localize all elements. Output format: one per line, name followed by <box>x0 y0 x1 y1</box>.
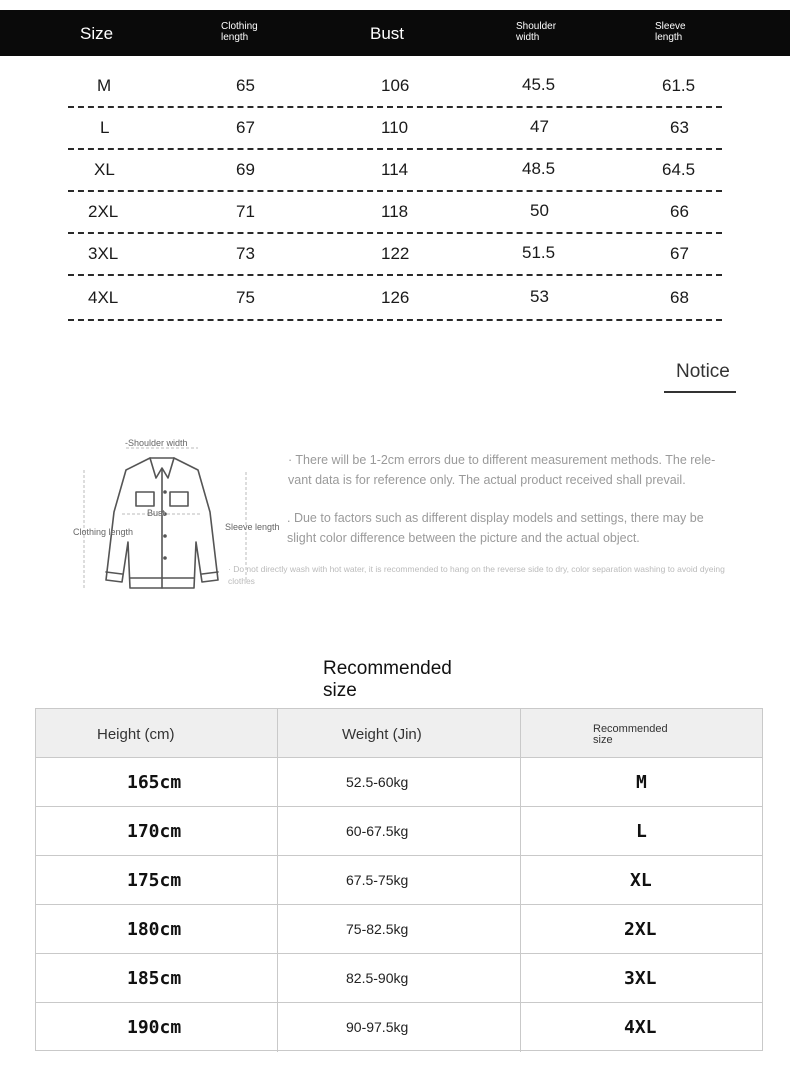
size-cell: 2XL <box>88 202 119 221</box>
header-height: Height (cm) <box>97 726 175 743</box>
recommended-size-table <box>35 708 763 1051</box>
size-value: 4XL <box>624 1017 657 1038</box>
recommended-size-title: Recommended size <box>323 658 452 701</box>
height-value: 175cm <box>127 870 182 891</box>
length-cell: 69 <box>236 160 255 179</box>
weight-cell <box>277 856 520 905</box>
bust-label: Bust <box>147 508 166 518</box>
size-cell: 3XL <box>88 244 119 263</box>
weight-value: 90-97.5kg <box>346 1019 409 1035</box>
bust-cell: 110 <box>381 118 409 137</box>
bust-cell: 118 <box>381 202 409 221</box>
header-recommended-size: Recommended size <box>593 723 668 746</box>
height-value: 170cm <box>127 821 182 842</box>
height-cell <box>36 905 277 954</box>
table-row <box>36 807 762 856</box>
recommended-table-header <box>36 709 762 758</box>
size-cell: XL <box>94 160 115 179</box>
row-divider <box>68 319 722 321</box>
shoulder-cell: 47 <box>530 117 549 136</box>
weight-cell <box>277 758 520 807</box>
size-row <box>0 192 790 234</box>
shoulder-width-label: -Shoulder width <box>125 438 188 448</box>
header-cell <box>277 709 520 758</box>
height-cell <box>36 807 277 856</box>
size-cell: L <box>100 118 110 137</box>
size-cell <box>520 905 762 954</box>
weight-value: 67.5-75kg <box>346 872 409 888</box>
weight-cell <box>277 807 520 856</box>
sleeve-cell: 67 <box>670 244 689 263</box>
notice-wash-note: · Do not directly wash with hot water, it is recommended to hang on the reverse side to dry, color separation washing to avoid dyeing clothes <box>228 564 725 586</box>
length-cell: 71 <box>236 202 255 221</box>
size-row <box>0 66 790 108</box>
weight-value: 75-82.5kg <box>346 921 409 937</box>
bust-cell: 106 <box>381 76 410 95</box>
size-cell <box>520 758 762 807</box>
size-cell <box>520 856 762 905</box>
shoulder-cell: 50 <box>530 201 549 220</box>
header-size: Size <box>80 24 114 43</box>
size-value: 3XL <box>624 968 657 989</box>
size-cell: 4XL <box>88 288 119 307</box>
size-cell <box>520 1003 762 1052</box>
shoulder-cell: 51.5 <box>522 243 556 262</box>
height-value: 190cm <box>127 1017 182 1038</box>
shoulder-cell: 45.5 <box>522 75 556 94</box>
table-row <box>36 905 762 954</box>
size-row <box>0 276 790 321</box>
size-row <box>0 150 790 192</box>
size-cell <box>520 954 762 1003</box>
header-bust: Bust <box>370 24 405 43</box>
height-value: 165cm <box>127 772 182 793</box>
height-cell <box>36 954 277 1003</box>
weight-value: 60-67.5kg <box>346 823 409 839</box>
weight-value: 52.5-60kg <box>346 774 409 790</box>
sleeve-length-label: Sleeve length <box>225 522 280 532</box>
height-cell <box>36 856 277 905</box>
notice-note: . Due to factors such as different display models and settings, there may be slight color difference between the picture and the actual object. <box>287 511 704 545</box>
weight-cell <box>277 1003 520 1052</box>
size-cell <box>520 807 762 856</box>
height-value: 185cm <box>127 968 182 989</box>
weight-cell <box>277 954 520 1003</box>
size-value: 2XL <box>624 919 657 940</box>
header-cell <box>36 709 277 758</box>
bust-cell: 122 <box>381 244 410 263</box>
clothing-length-label: Clothing length <box>73 527 134 537</box>
length-cell: 73 <box>236 244 255 263</box>
header-clothing-length: Clothing length <box>221 21 258 43</box>
length-cell: 67 <box>236 118 255 137</box>
header-shoulder-width: Shoulder width <box>516 21 557 43</box>
notice-underline <box>664 391 736 393</box>
size-row <box>0 234 790 276</box>
height-cell <box>36 758 277 807</box>
height-value: 180cm <box>127 919 182 940</box>
notice-title: Notice <box>676 361 730 382</box>
table-row <box>36 1003 762 1052</box>
height-cell <box>36 1003 277 1052</box>
sleeve-cell: 61.5 <box>662 76 696 95</box>
size-value: M <box>636 772 647 793</box>
shoulder-cell: 48.5 <box>522 159 556 178</box>
header-sleeve-length: Sleeve length <box>655 21 686 43</box>
sleeve-cell: 68 <box>670 288 689 307</box>
size-value: L <box>636 821 647 842</box>
table-row <box>36 856 762 905</box>
length-cell: 75 <box>236 288 255 307</box>
bust-cell: 114 <box>381 160 409 179</box>
size-row <box>0 108 790 150</box>
sleeve-cell: 66 <box>670 202 689 221</box>
length-cell: 65 <box>236 76 255 95</box>
sleeve-cell: 64.5 <box>662 160 696 179</box>
header-weight: Weight (Jin) <box>342 726 422 743</box>
shoulder-cell: 53 <box>530 287 549 306</box>
size-cell: M <box>97 76 112 95</box>
table-row <box>36 758 762 807</box>
sleeve-cell: 63 <box>670 118 689 137</box>
size-value: XL <box>630 870 652 891</box>
table-row <box>36 954 762 1003</box>
header-cell <box>520 709 762 758</box>
weight-value: 82.5-90kg <box>346 970 409 986</box>
bust-cell: 126 <box>381 288 410 307</box>
notice-note: · There will be 1-2cm errors due to different measurement methods. The rele- vant data is for reference only. The actual product received shall prevail. <box>288 453 716 487</box>
size-chart-header <box>0 10 790 56</box>
weight-cell <box>277 905 520 954</box>
